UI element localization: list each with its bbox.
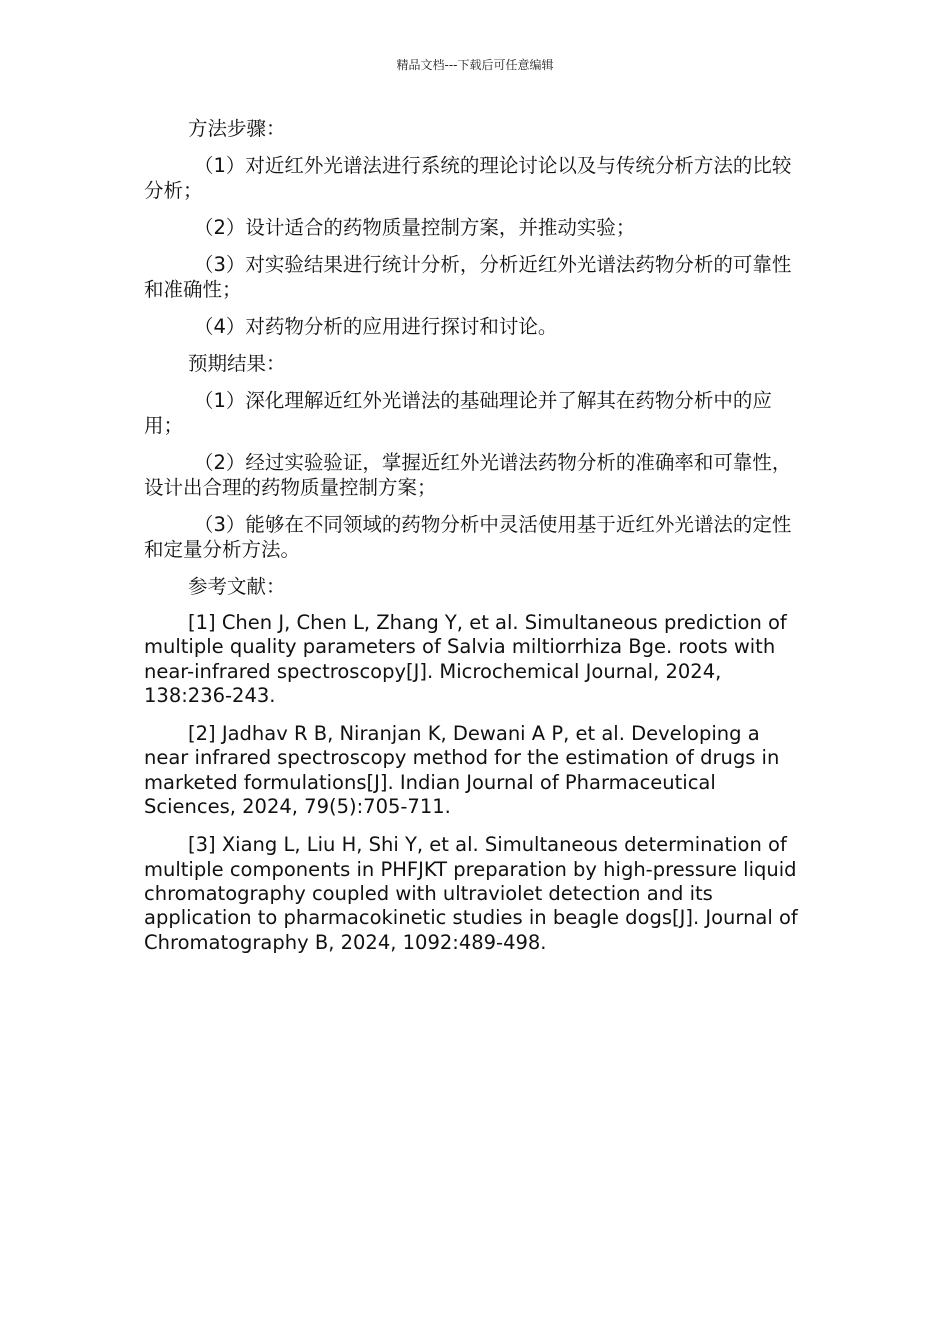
results-item-2: （2）经过实验验证，掌握近红外光谱法药物分析的准确率和可靠性，设计出合理的药物质量控制方案；: [144, 451, 792, 499]
methods-item-2: （2）设计适合的药物质量控制方案，并推动实验；: [194, 216, 636, 239]
reference-item-3: [3] Xiang L, Liu H, Shi Y, et al. Simultaneous determination of multiple components in PHFJKT preparation by high-pressure liquid chromatography coupled with ultraviolet detection and its application to pharmacokinetic studies in beagle dogs[J]. Journal of Chromatography B, 2024, 1092:489-498.: [144, 833, 798, 954]
reference-item-1: [1] Chen J, Chen L, Zhang Y, et al. Simultaneous prediction of multiple quality parameters of Salvia miltiorrhiza Bge. roots with near-infrared spectroscopy[J]. Microchemical Journal, 2024, 138:236-243.: [144, 611, 787, 707]
document-body: [144, 116, 808, 969]
reference-item-2: [2] Jadhav R B, Niranjan K, Dewani A P, et al. Developing a near infrared spectroscopy method for the estimation of drugs in marketed formulations[J]. Indian Journal of Pharmaceutical Sciences, 2024, 79(5):705-711.: [144, 722, 780, 819]
methods-item-4: （4）对药物分析的应用进行探讨和讨论。: [194, 315, 558, 338]
methods-heading: 方法步骤：: [188, 117, 286, 140]
results-item-3: （3）能够在不同领域的药物分析中灵活使用基于近红外光谱法的定性和定量分析方法。: [144, 513, 792, 561]
methods-item-3: （3）对实验结果进行统计分析，分析近红外光谱法药物分析的可靠性和准确性；: [144, 253, 792, 301]
results-item-1: （1）深化理解近红外光谱法的基础理论并了解其在药物分析中的应用；: [144, 389, 772, 437]
methods-item-1: （1）对近红外光谱法进行系统的理论讨论以及与传统分析方法的比较分析；: [144, 154, 792, 202]
references-heading: 参考文献：: [188, 575, 286, 598]
results-heading: 预期结果：: [188, 352, 286, 375]
page-header: 精品文档---下载后可任意编辑: [396, 58, 554, 72]
